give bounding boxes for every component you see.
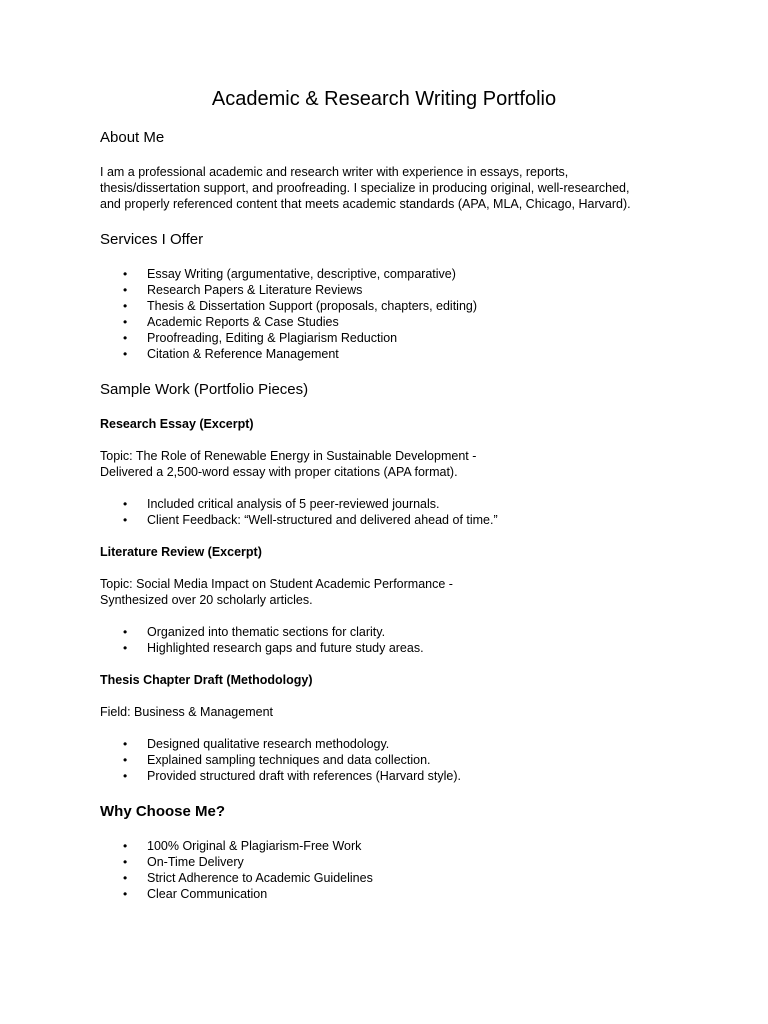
about-paragraph	[100, 164, 668, 212]
sample-bullets	[100, 736, 668, 784]
list-item: • Strict Adherence to Academic Guidelines	[123, 871, 373, 885]
why-list	[100, 838, 668, 902]
sample-title-literature-review: Literature Review (Excerpt)	[100, 545, 262, 559]
sample-description: Field: Business & Management	[100, 705, 274, 719]
page-title: Academic & Research Writing Portfolio	[211, 88, 557, 110]
bullet-icon: •	[123, 331, 128, 345]
sample-title-thesis-chapter: Thesis Chapter Draft (Methodology)	[100, 673, 313, 687]
sample-description: Topic: The Role of Renewable Energy in Sustainable Development - Delivered a 2,500-word essay with proper citations (APA format).	[100, 449, 477, 479]
bullet-icon: •	[123, 871, 128, 885]
list-item: • Research Papers & Literature Reviews	[123, 283, 363, 297]
list-item: • Client Feedback: “Well-structured and delivered ahead of time.”	[123, 513, 498, 527]
bullet-icon: •	[123, 737, 128, 751]
list-item: • On-Time Delivery	[123, 855, 244, 869]
about-line: I am a professional academic and research writer with experience in essays, reports,	[100, 165, 569, 179]
sample-bullets	[100, 496, 668, 528]
list-item: • Provided structured draft with references (Harvard style).	[123, 769, 462, 783]
why-heading: Why Choose Me?	[100, 803, 226, 820]
bullet-icon: •	[123, 753, 128, 767]
list-item: • Explained sampling techniques and data collection.	[123, 753, 431, 767]
bullet-icon: •	[123, 641, 128, 655]
list-item: • Highlighted research gaps and future study areas.	[123, 641, 424, 655]
bullet-icon: •	[123, 855, 128, 869]
bullet-icon: •	[123, 283, 128, 297]
list-item: • Essay Writing (argumentative, descriptive, comparative)	[123, 267, 456, 281]
services-heading: Services I Offer	[100, 231, 204, 248]
list-item: • Clear Communication	[123, 887, 268, 901]
sample-bullets	[100, 624, 668, 656]
bullet-icon: •	[123, 625, 128, 639]
bullet-icon: •	[123, 497, 128, 511]
list-item: • Academic Reports & Case Studies	[123, 315, 339, 329]
list-item: • Organized into thematic sections for clarity.	[123, 625, 386, 639]
bullet-icon: •	[123, 315, 128, 329]
about-line: and properly referenced content that meets academic standards (APA, MLA, Chicago, Harvard).	[100, 197, 631, 211]
list-item: • Citation & Reference Management	[123, 347, 339, 361]
sample-title-research-essay: Research Essay (Excerpt)	[100, 417, 254, 431]
bullet-icon: •	[123, 839, 128, 853]
list-item: • 100% Original & Plagiarism-Free Work	[123, 839, 362, 853]
bullet-icon: •	[123, 769, 128, 783]
bullet-icon: •	[123, 267, 128, 281]
bullet-icon: •	[123, 299, 128, 313]
samples-heading: Sample Work (Portfolio Pieces)	[100, 381, 309, 398]
services-list	[100, 266, 668, 362]
about-line: thesis/dissertation support, and proofreading. I specialize in producing original, well-researched,	[100, 181, 630, 195]
bullet-icon: •	[123, 887, 128, 901]
list-item: • Included critical analysis of 5 peer-reviewed journals.	[123, 497, 440, 511]
bullet-icon: •	[123, 513, 128, 527]
list-item: • Proofreading, Editing & Plagiarism Reduction	[123, 331, 398, 345]
sample-description: Topic: Social Media Impact on Student Academic Performance - Synthesized over 20 scholarly articles.	[100, 577, 453, 607]
bullet-icon: •	[123, 347, 128, 361]
list-item: • Designed qualitative research methodology.	[123, 737, 390, 751]
list-item: • Thesis & Dissertation Support (proposals, chapters, editing)	[123, 299, 478, 313]
about-heading: About Me	[100, 129, 165, 146]
